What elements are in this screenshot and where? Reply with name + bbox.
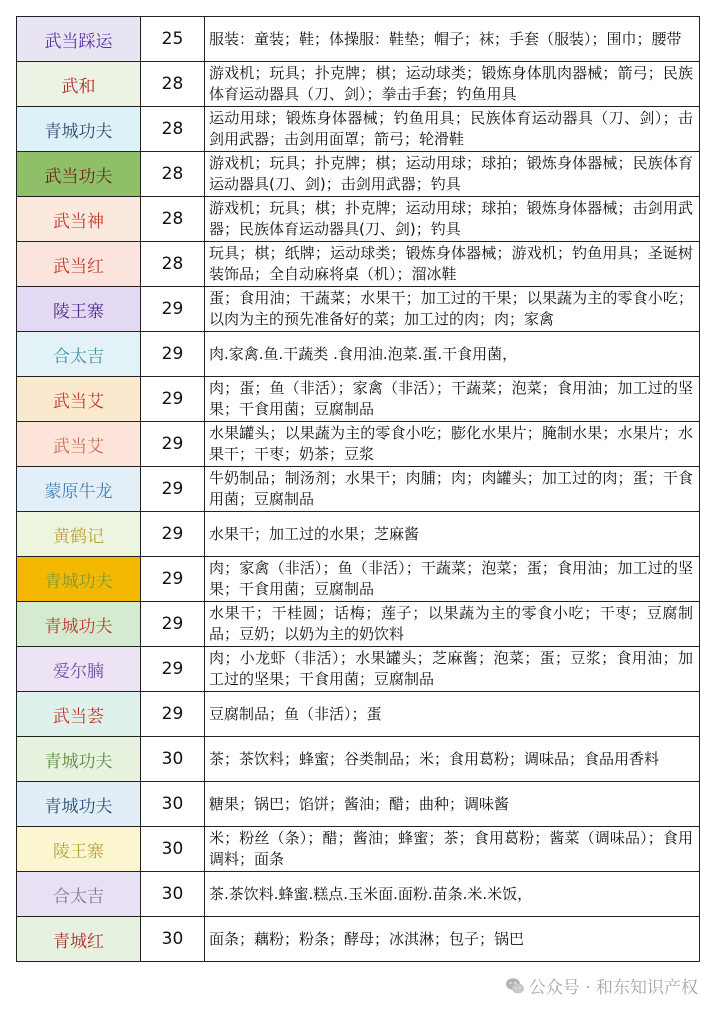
table-row (17, 827, 700, 872)
goods-list-cell: 肉；小龙虾（非活）；水果罐头；芝麻酱；泡菜；蛋；豆浆；食用油；加工过的坚果；干食用菌；豆腐制品 (205, 647, 700, 692)
brand-name-cell: 青城红 (17, 917, 141, 962)
class-number-cell: 29 (141, 422, 205, 467)
table-row (17, 737, 700, 782)
brand-name-cell: 青城功夫 (17, 782, 141, 827)
table-row (17, 647, 700, 692)
watermark (505, 973, 698, 998)
trademark-table (16, 16, 700, 962)
goods-list-cell: 肉；家禽（非活）；鱼（非活）；干蔬菜；泡菜；蛋；食用油；加工过的坚果；干食用菌；豆腐制品 (205, 557, 700, 602)
goods-list-cell: 水果干；加工过的水果；芝麻酱 (205, 512, 700, 557)
table-row (17, 467, 700, 512)
table-row (17, 62, 700, 107)
class-number-cell: 29 (141, 377, 205, 422)
table-row (17, 332, 700, 377)
goods-list-cell: 游戏机；玩具；扑克牌；棋；运动用球；球拍；锻炼身体器械；民族体育运动器具(刀、剑)；击剑用武器；钓具 (205, 152, 700, 197)
goods-list-cell: 糖果；锅巴；馅饼；酱油；醋；曲种；调味酱 (205, 782, 700, 827)
brand-name-cell: 武当功夫 (17, 152, 141, 197)
table-row (17, 557, 700, 602)
class-number-cell: 29 (141, 602, 205, 647)
class-number-cell: 28 (141, 62, 205, 107)
class-number-cell: 29 (141, 287, 205, 332)
brand-name-cell: 黄鹤记 (17, 512, 141, 557)
class-number-cell: 29 (141, 557, 205, 602)
brand-name-cell: 武和 (17, 62, 141, 107)
table-row (17, 287, 700, 332)
class-number-cell: 28 (141, 242, 205, 287)
brand-name-cell: 爱尔腩 (17, 647, 141, 692)
class-number-cell: 29 (141, 332, 205, 377)
class-number-cell: 28 (141, 197, 205, 242)
table-row (17, 512, 700, 557)
class-number-cell: 30 (141, 917, 205, 962)
goods-list-cell: 豆腐制品；鱼（非活）；蛋 (205, 692, 700, 737)
goods-list-cell: 肉；蛋；鱼（非活）；家禽（非活）；干蔬菜；泡菜；食用油；加工过的坚果；干食用菌；豆腐制品 (205, 377, 700, 422)
brand-name-cell: 陵王寨 (17, 287, 141, 332)
goods-list-cell: 服装：童装；鞋；体操服：鞋垫；帽子；袜；手套（服装）；围巾；腰带 (205, 17, 700, 62)
brand-name-cell: 武当红 (17, 242, 141, 287)
class-number-cell: 28 (141, 107, 205, 152)
brand-name-cell: 武当神 (17, 197, 141, 242)
class-number-cell: 25 (141, 17, 205, 62)
goods-list-cell: 面条；藕粉；粉条；酵母；冰淇淋；包子；锅巴 (205, 917, 700, 962)
table-row (17, 692, 700, 737)
watermark-text: 公众号 · 和东知识产权 (528, 978, 698, 998)
brand-name-cell: 武当艾 (17, 422, 141, 467)
class-number-cell: 29 (141, 467, 205, 512)
goods-list-cell: 运动用球；锻炼身体器械；钓鱼用具；民族体育运动器具（刀、剑）；击剑用武器；击剑用面罩；箭弓；轮滑鞋 (205, 107, 700, 152)
brand-name-cell: 合太吉 (17, 332, 141, 377)
table-row (17, 17, 700, 62)
table-row (17, 197, 700, 242)
table-row (17, 377, 700, 422)
wechat-icon (505, 976, 525, 996)
goods-list-cell: 牛奶制品；制汤剂；水果干；肉脯；肉；肉罐头；加工过的肉；蛋；干食用菌；豆腐制品 (205, 467, 700, 512)
table-row (17, 917, 700, 962)
brand-name-cell: 武当艾 (17, 377, 141, 422)
table-row (17, 602, 700, 647)
goods-list-cell: 游戏机；玩具；扑克牌；棋；运动球类；锻炼身体肌肉器械；箭弓；民族体育运动器具（刀、剑）；拳击手套；钓鱼用具 (205, 62, 700, 107)
goods-list-cell: 米；粉丝（条）；醋；酱油；蜂蜜；茶；食用葛粉；酱菜（调味品）；食用调料；面条 (205, 827, 700, 872)
brand-name-cell: 蒙原牛龙 (17, 467, 141, 512)
brand-name-cell: 青城功夫 (17, 557, 141, 602)
table-row (17, 107, 700, 152)
table-row (17, 152, 700, 197)
class-number-cell: 28 (141, 152, 205, 197)
brand-name-cell: 青城功夫 (17, 602, 141, 647)
goods-list-cell: 肉.家禽.鱼.干蔬类 .食用油.泡菜.蛋.干食用菌， (205, 332, 700, 377)
class-number-cell: 30 (141, 782, 205, 827)
class-number-cell: 30 (141, 872, 205, 917)
brand-name-cell: 陵王寨 (17, 827, 141, 872)
table-row (17, 242, 700, 287)
goods-list-cell: 游戏机；玩具；棋；扑克牌；运动用球；球拍；锻炼身体器械；击剑用武器；民族体育运动器具(刀、剑)；钓具 (205, 197, 700, 242)
table-row (17, 872, 700, 917)
brand-name-cell: 武当荟 (17, 692, 141, 737)
brand-name-cell: 合太吉 (17, 872, 141, 917)
class-number-cell: 29 (141, 512, 205, 557)
trademark-table-container (16, 16, 700, 962)
brand-name-cell: 武当踩运 (17, 17, 141, 62)
goods-list-cell: 蛋；食用油；干蔬菜；水果干；加工过的干果；以果蔬为主的零食小吃；以肉为主的预先准备好的菜；加工过的肉；肉；家禽 (205, 287, 700, 332)
goods-list-cell: 茶.茶饮料.蜂蜜.糕点.玉米面.面粉.苗条.米.米饭， (205, 872, 700, 917)
class-number-cell: 29 (141, 647, 205, 692)
table-row (17, 782, 700, 827)
table-body (17, 17, 700, 962)
goods-list-cell: 茶；茶饮料；蜂蜜；谷类制品；米；食用葛粉；调味品；食品用香料 (205, 737, 700, 782)
table-row (17, 422, 700, 467)
goods-list-cell: 玩具；棋；纸牌；运动球类；锻炼身体器械；游戏机；钓鱼用具；圣诞树装饰品；全自动麻将桌（机）；溜冰鞋 (205, 242, 700, 287)
class-number-cell: 30 (141, 737, 205, 782)
goods-list-cell: 水果罐头；以果蔬为主的零食小吃；膨化水果片；腌制水果；水果片；水果干；干枣；奶茶；豆浆 (205, 422, 700, 467)
class-number-cell: 29 (141, 692, 205, 737)
brand-name-cell: 青城功夫 (17, 107, 141, 152)
goods-list-cell: 水果干；干桂圆；话梅；莲子；以果蔬为主的零食小吃；干枣；豆腐制品；豆奶；以奶为主的奶饮料 (205, 602, 700, 647)
brand-name-cell: 青城功夫 (17, 737, 141, 782)
class-number-cell: 30 (141, 827, 205, 872)
